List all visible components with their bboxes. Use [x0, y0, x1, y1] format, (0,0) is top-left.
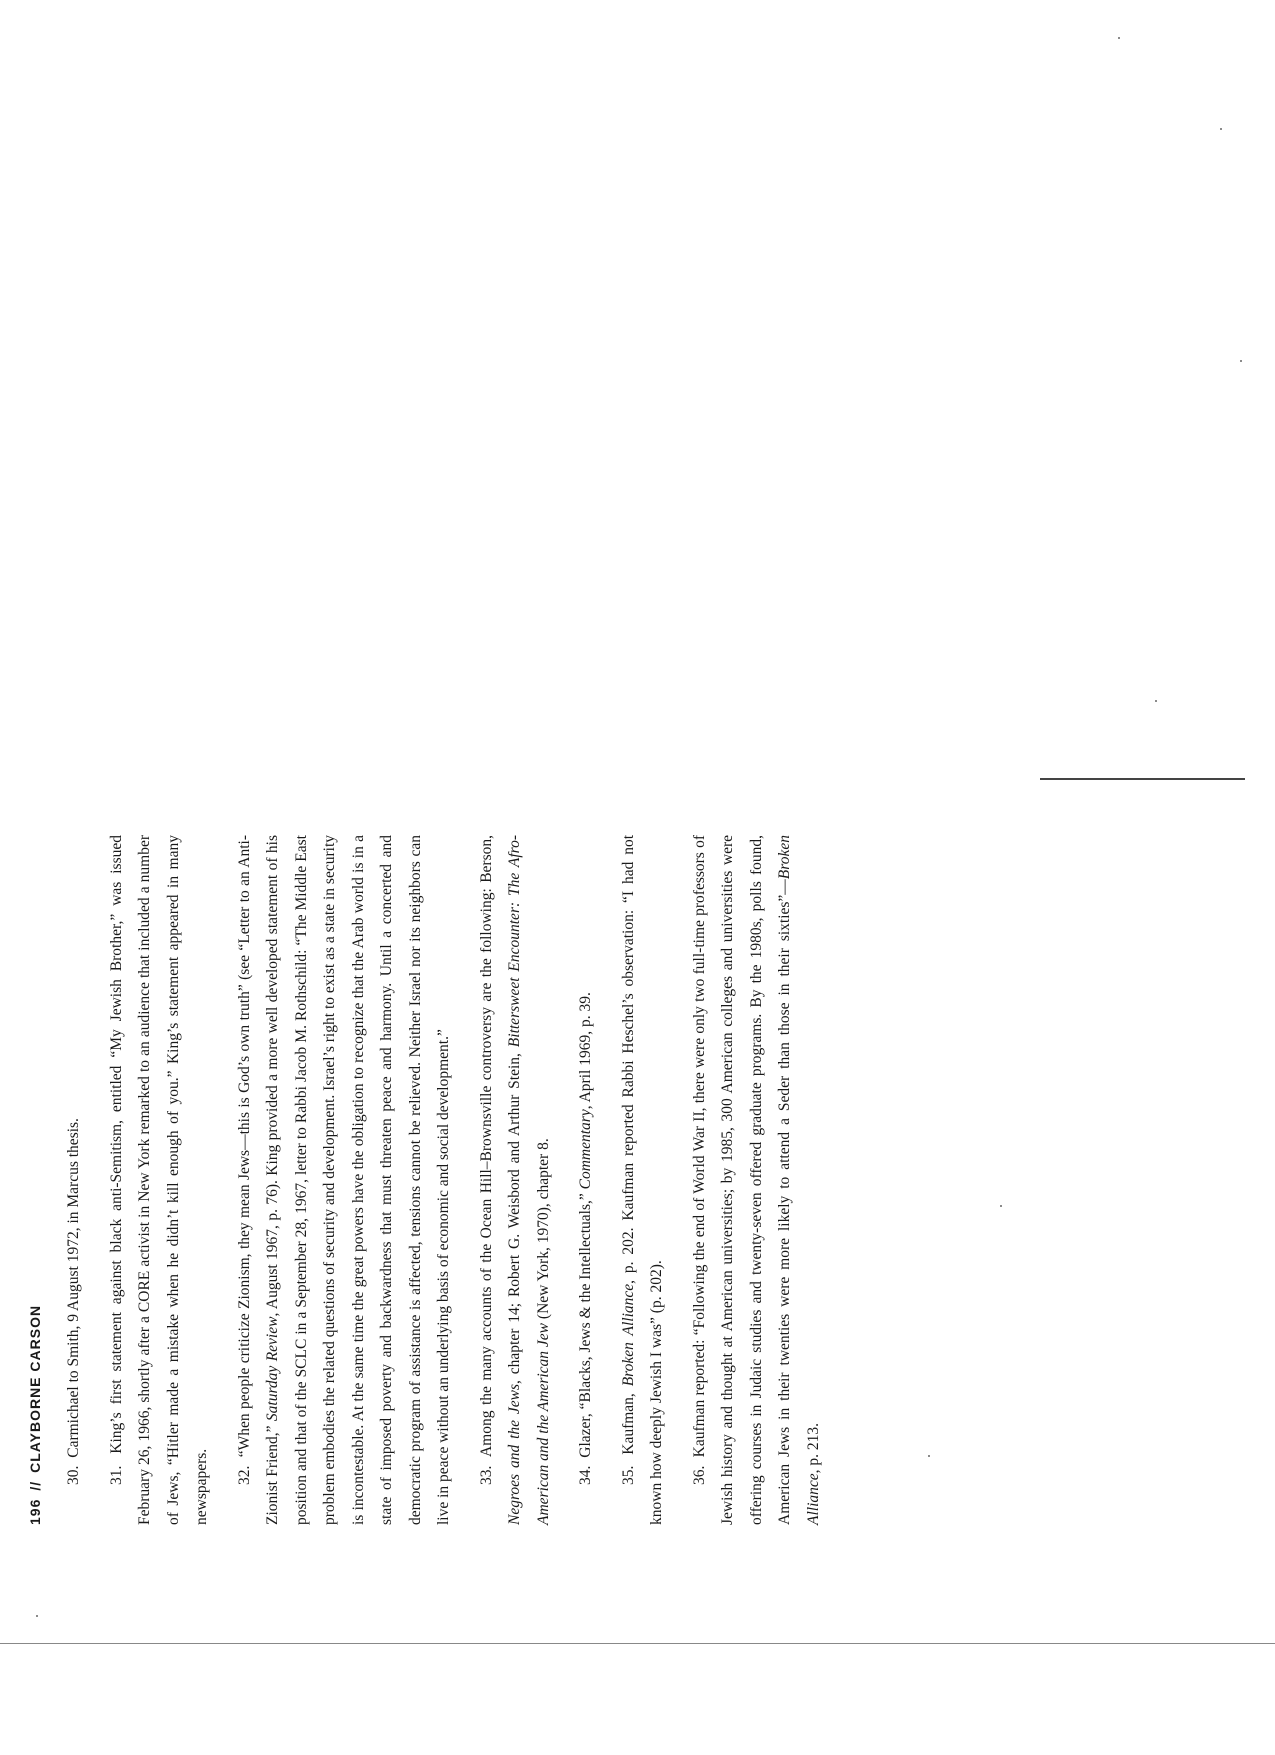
- endnote-number: 35.: [619, 1465, 637, 1485]
- endnote-text: Glazer, “Blacks, Jews & the Intellectuals,”: [577, 1189, 594, 1458]
- endnote-title-italic: Negroes and the Jews: [506, 1383, 523, 1525]
- endnote: [60, 835, 89, 1525]
- endnote-text: , chapter 14; Robert G. Weisbord and Arthur Stein,: [506, 1047, 523, 1384]
- endnotes-list: [60, 835, 842, 1525]
- running-head: [20, 1305, 50, 1525]
- running-head-separator: //: [27, 1480, 43, 1491]
- scan-speck: [1155, 700, 1157, 702]
- endnote: [231, 835, 459, 1525]
- endnote-text: , April 1969, p. 39.: [577, 992, 594, 1110]
- endnote-text: Kaufman,: [619, 1386, 637, 1455]
- book-page: [20, 145, 1000, 1545]
- endnote-number: 31.: [107, 1465, 125, 1485]
- scan-speck: [1000, 1205, 1002, 1207]
- endnote: [615, 835, 672, 1525]
- endnote-text: Kaufman reported: “Following the end of World War II, there were only two full-time professors of Jewish history and thought at American universities; by 1985, 300 American colleges and universities were offering courses in Judaic studies and twenty-seven offered graduate programs. By the 1980s, polls found, American Jews in their twenties were more likely to attend a Seder than those in their sixties”—: [690, 835, 793, 1525]
- scan-speck: [1220, 128, 1222, 130]
- author-name: CLAYBORNE CARSON: [27, 1304, 43, 1473]
- endnote: [686, 835, 829, 1525]
- endnote-text: (New York, 1970), chapter 8.: [534, 1138, 552, 1323]
- scan-speck: [36, 1615, 38, 1617]
- endnote-title-italic: Broken Alliance: [776, 835, 822, 1525]
- endnote-title-italic: Saturday Review: [264, 1316, 281, 1422]
- endnote-text: , p. 202. Kaufman reported Rabbi Heschel’s observation: “I had not known how deeply Jewish I was” (p. 202).: [619, 834, 665, 1525]
- endnote-title-italic: Broken Alliance: [619, 1283, 637, 1387]
- scan-edge-line-right: [1040, 778, 1245, 780]
- endnote: [572, 835, 601, 1525]
- endnote-text: King’s first statement against black anti-Semitism, entitled “My Jewish Brother,” was issued February 26, 1966, shortly after a CORE activist in New York remarked to an audience that included a number of Jews, “Hitler made a mistake when he didn’t kill enough of you.” King’s statement appeared in many newspapers.: [107, 835, 210, 1525]
- endnote: [473, 835, 559, 1525]
- endnote: [103, 835, 217, 1525]
- scan-edge-line-bottom: [0, 1643, 1275, 1644]
- endnote-number: 36.: [690, 1465, 708, 1485]
- endnote-text: Among the many accounts of the Ocean Hill–Brownsville controversy are the following: Berson,: [477, 835, 495, 1458]
- scan-speck: [1118, 37, 1120, 39]
- endnote-number: 34.: [577, 1465, 594, 1485]
- scan-speck: [1240, 360, 1242, 362]
- endnote-text: Carmichael to Smith, 9 August 1972, in Marcus thesis.: [65, 1118, 82, 1458]
- endnote-title-italic: Bittersweet Encounter: The Afro-American and the American Jew: [506, 835, 552, 1525]
- endnote-text: , August 1967, p. 76). King provided a more well developed statement of his position and that of the SCLC in a September 28, 1967, letter to Rabbi Jacob M. Rothschild: “The Middle East problem embodies the related questions of security and development. Israel’s right to exist as a state in security is incontestable. At the same time the great powers have the obligation to recognize that the Arab world is in a state of imposed poverty and backwardness that must threaten peace and harmony. Until a concerted and democratic program of assistance is affected, tensions cannot be relieved. Neither Israel nor its neighbors can live in peace without an underlying basis of economic and social development.”: [264, 835, 452, 1525]
- endnote-title-italic: Commentary: [577, 1109, 594, 1190]
- page-number: 196: [27, 1498, 43, 1525]
- endnote-number: 30.: [65, 1465, 82, 1485]
- endnote-text: “When people criticize Zionism, they mean Jews—this is God’s own truth” (see “Letter to an Anti-Zionist Friend,”: [235, 834, 281, 1525]
- endnote-number: 32.: [235, 1465, 253, 1485]
- endnote-text: , p. 213.: [804, 1422, 822, 1474]
- endnote-number: 33.: [477, 1465, 495, 1485]
